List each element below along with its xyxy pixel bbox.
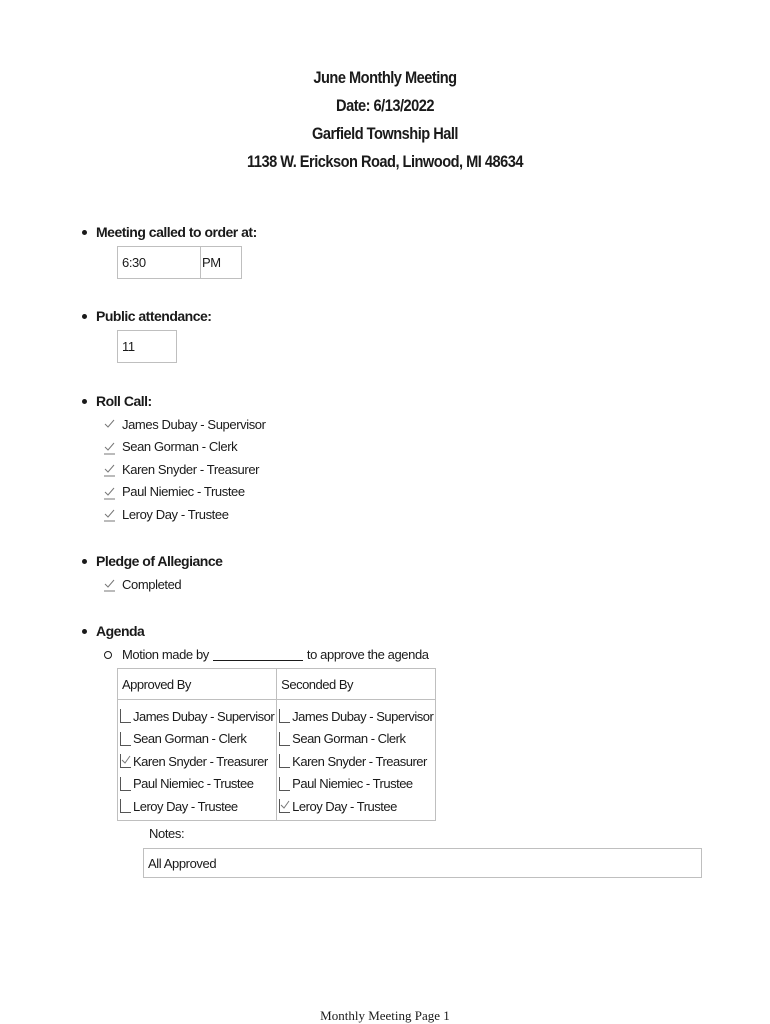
roll-call-item[interactable] <box>104 413 266 436</box>
meeting-title: June Monthly Meeting <box>313 68 457 87</box>
member-name: Sean Gorman - Clerk <box>122 439 238 455</box>
option-label: Sean Gorman - Clerk <box>133 731 247 747</box>
checked-checkbox-icon[interactable] <box>120 754 131 768</box>
motion-line <box>104 647 429 662</box>
pledge-heading <box>82 553 222 569</box>
checkmark-icon[interactable] <box>104 486 116 498</box>
roll-call-item[interactable] <box>104 458 266 481</box>
approved-by-list <box>118 700 276 820</box>
bullet-icon <box>82 314 87 319</box>
attendance-value[interactable]: 11 <box>122 339 135 354</box>
time-field[interactable] <box>117 246 242 279</box>
meeting-location: Garfield Township Hall <box>312 124 458 143</box>
bullet-icon <box>82 230 87 235</box>
sub-bullet-icon <box>104 651 112 659</box>
agenda-heading <box>82 623 144 639</box>
checkbox-icon[interactable] <box>120 732 131 746</box>
motion-prefix: Motion made by <box>122 647 209 662</box>
seconded-option[interactable] <box>279 705 433 728</box>
pledge-item[interactable] <box>104 573 181 596</box>
member-name: James Dubay - Supervisor <box>122 416 266 432</box>
checkmark-icon[interactable] <box>104 508 116 520</box>
bullet-icon <box>82 559 87 564</box>
approved-option[interactable] <box>120 750 274 773</box>
agenda-label: Agenda <box>96 623 145 639</box>
attendance-field[interactable] <box>117 330 177 363</box>
option-label: James Dubay - Supervisor <box>292 708 434 724</box>
meeting-date: Date: 6/13/2022 <box>336 96 434 115</box>
bullet-icon <box>82 629 87 634</box>
option-label: Karen Snyder - Treasurer <box>292 753 427 769</box>
notes-field[interactable]: All Approved <box>143 848 702 878</box>
option-label: Paul Niemiec - Trustee <box>133 776 254 792</box>
meeting-header <box>0 64 770 176</box>
checkmark-icon[interactable] <box>104 441 116 453</box>
approved-option[interactable] <box>120 728 274 751</box>
roll-call-item[interactable] <box>104 436 266 459</box>
option-label: Sean Gorman - Clerk <box>292 731 406 747</box>
seconded-option[interactable] <box>279 750 433 773</box>
pledge-label: Pledge of Allegiance <box>96 553 223 569</box>
member-name: Karen Snyder - Treasurer <box>122 461 260 477</box>
approved-option[interactable] <box>120 705 274 728</box>
checkbox-icon[interactable] <box>120 709 131 723</box>
notes-label: Notes: <box>149 826 185 841</box>
member-name: Paul Niemiec - Trustee <box>122 484 245 500</box>
option-label: Leroy Day - Trustee <box>133 798 238 814</box>
checkbox-icon[interactable] <box>279 754 290 768</box>
pledge-list <box>104 573 181 596</box>
called-to-order-heading <box>82 224 257 240</box>
seconded-by-list <box>277 700 435 820</box>
checkbox-icon[interactable] <box>279 709 290 723</box>
checkmark-icon[interactable] <box>104 418 116 430</box>
checked-checkbox-icon[interactable] <box>279 799 290 813</box>
bullet-icon <box>82 399 87 404</box>
checkmark-icon[interactable] <box>104 463 116 475</box>
approved-option[interactable] <box>120 773 274 796</box>
roll-call-item[interactable] <box>104 503 266 526</box>
roll-call-list <box>104 413 266 526</box>
approved-by-header: Approved By <box>122 676 191 692</box>
option-label: Leroy Day - Trustee <box>292 798 397 814</box>
checkbox-icon[interactable] <box>120 777 131 791</box>
checkmark-icon[interactable] <box>104 578 116 590</box>
option-label: James Dubay - Supervisor <box>133 708 275 724</box>
public-attendance-heading <box>82 308 211 324</box>
motion-suffix: to approve the agenda <box>306 647 429 662</box>
roll-call-item[interactable] <box>104 481 266 504</box>
checkbox-icon[interactable] <box>120 799 131 813</box>
ampm-value[interactable]: PM <box>202 255 221 270</box>
seconded-option[interactable] <box>279 728 433 751</box>
motion-maker-blank[interactable] <box>213 649 303 661</box>
seconded-by-header: Seconded By <box>281 676 354 692</box>
checkbox-icon[interactable] <box>279 732 290 746</box>
roll-call-label: Roll Call: <box>96 393 152 409</box>
member-name: Leroy Day - Trustee <box>122 506 229 522</box>
seconded-option[interactable] <box>279 795 433 818</box>
meeting-address: 1138 W. Erickson Road, Linwood, MI 48634 <box>247 152 523 171</box>
approved-option[interactable] <box>120 795 274 818</box>
option-label: Karen Snyder - Treasurer <box>133 753 268 769</box>
checkbox-icon[interactable] <box>279 777 290 791</box>
option-label: Paul Niemiec - Trustee <box>292 776 413 792</box>
seconded-option[interactable] <box>279 773 433 796</box>
time-value[interactable]: 6:30 <box>118 247 201 278</box>
page-footer: Monthly Meeting Page 1 <box>320 1008 450 1023</box>
called-to-order-label: Meeting called to order at: <box>96 224 257 240</box>
pledge-item-label: Completed <box>122 576 182 592</box>
roll-call-heading <box>82 393 152 409</box>
vote-table <box>117 668 436 821</box>
public-attendance-label: Public attendance: <box>96 308 212 324</box>
